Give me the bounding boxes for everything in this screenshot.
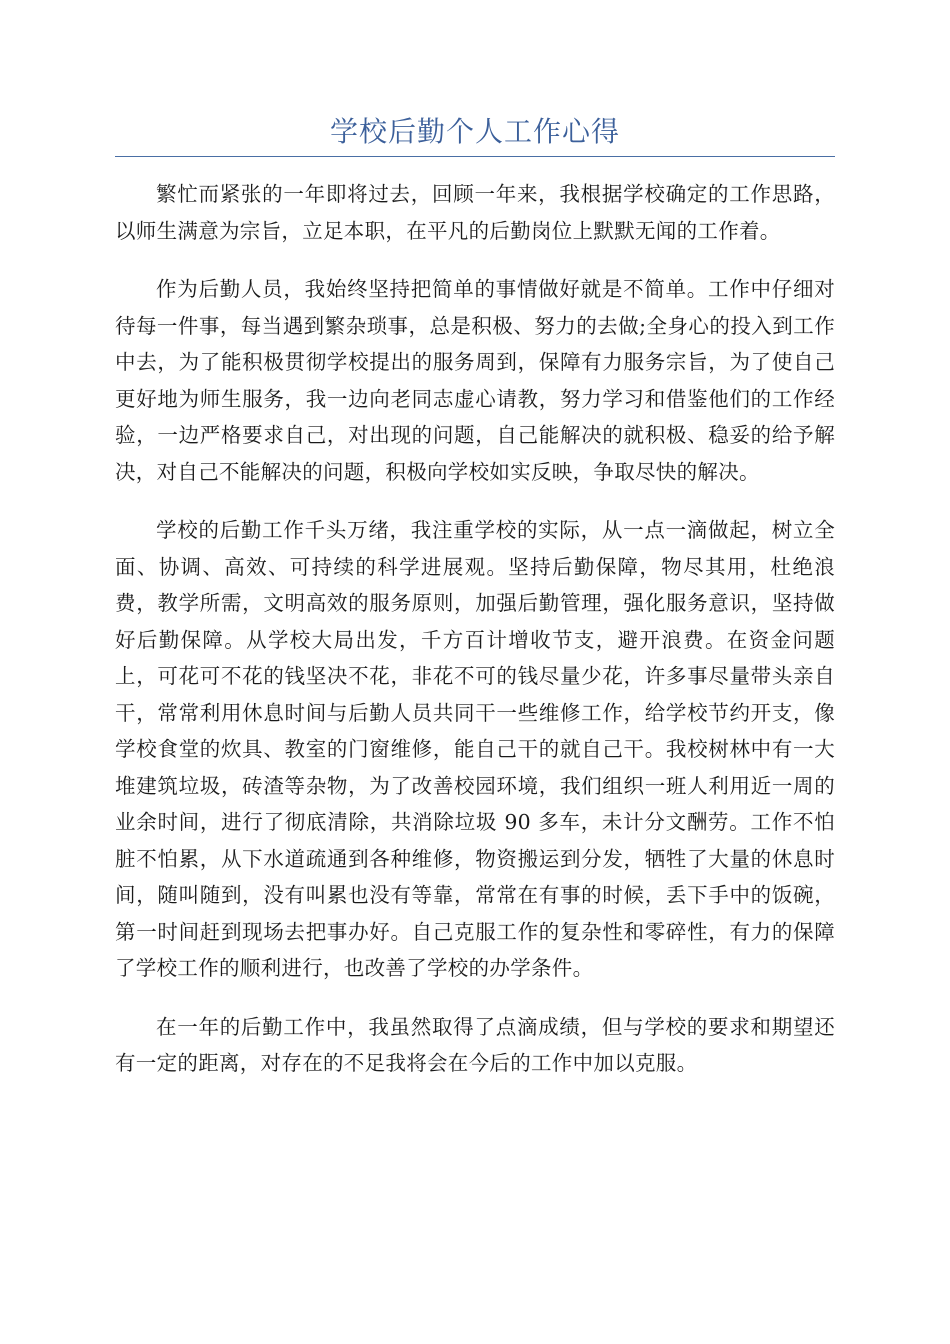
- document-body: [115, 176, 835, 1104]
- paragraph-4: 在一年的后勤工作中，我虽然取得了点滴成绩，但与学校的要求和期望还有一定的距离，对存在的不足我将会在今后的工作中加以克服。: [115, 1014, 835, 1075]
- paragraph-1: 繁忙而紧张的一年即将过去，回顾一年来，我根据学校确定的工作思路，以师生满意为宗旨，立足本职，在平凡的后勤岗位上默默无闻的工作着。: [115, 182, 835, 243]
- paragraph-3: 学校的后勤工作千头万绪，我注重学校的实际，从一点一滴做起，树立全面、协调、高效、可持续的科学进展观。坚持后勤保障，物尽其用，杜绝浪费，教学所需，文明高效的服务原则，加强后勤管理，强化服务意识，坚持做好后勤保障。从学校大局出发，千方百计增收节支，避开浪费。在资金问题上，可花可不花的钱坚决不花，非花不可的钱尽量少花，许多事尽量带头亲自干，常常利用休息时间与后勤人员共同干一些维修工作，给学校节约开支，像学校食堂的炊具、教室的门窗维修，能自己干的就自己干。我校树林中有一大堆建筑垃圾，砖渣等杂物，为了改善校园环境，我们组织一班人利用近一周的业余时间，进行了彻底清除，共消除垃圾 90 多车，未计分文酬劳。工作不怕脏不怕累，从下水道疏通到各种维修，物资搬运到分发，牺牲了大量的休息时间，随叫随到，没有叫累也没有等靠，常常在有事的时候，丢下手中的饭碗，第一时间赶到现场去把事办好。自己克服工作的复杂性和零碎性，有力的保障了学校工作的顺利进行，也改善了学校的办学条件。: [115, 518, 835, 980]
- title-block: [115, 112, 835, 157]
- paragraph-2: 作为后勤人员，我始终坚持把简单的事情做好就是不简单。工作中仔细对待每一件事，每当遇到繁杂琐事，总是积极、努力的去做;全身心的投入到工作中去，为了能积极贯彻学校提出的服务周到，保障有力服务宗旨，为了使自己更好地为师生服务，我一边向老同志虚心请教，努力学习和借鉴他们的工作经验，一边严格要求自己，对出现的问题，自己能解决的就积极、稳妥的给予解决，对自己不能解决的问题，积极向学校如实反映，争取尽快的解决。: [115, 277, 835, 484]
- page-title: 学校后勤个人工作心得: [329, 115, 620, 148]
